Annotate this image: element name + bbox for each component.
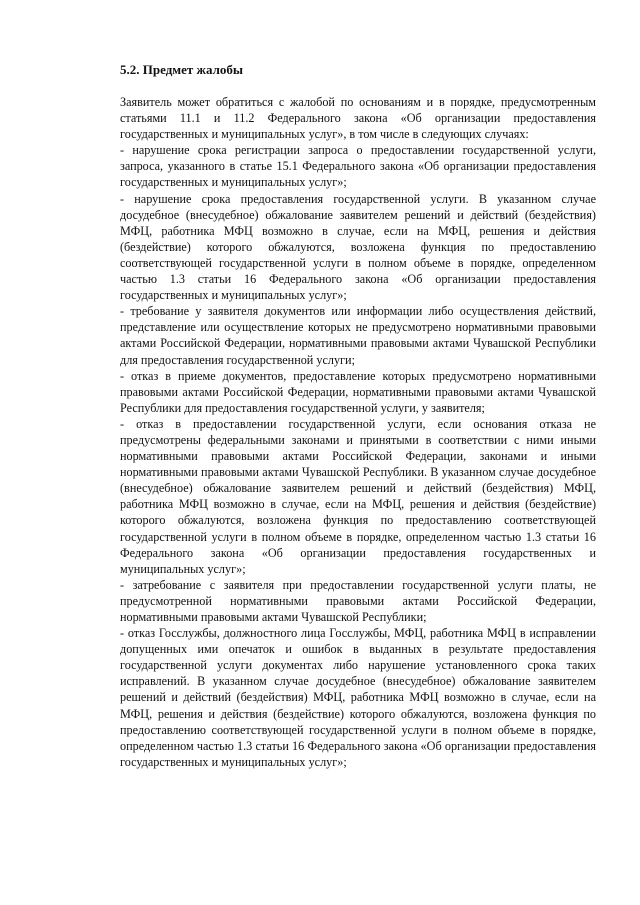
list-item-excess-documents: - требование у заявителя документов или информации либо осуществления действий, представление или осуществление которых не предусмотрено нормативными правовыми актами Российской Федерации, нормативными правовыми актами Чувашской Республики для предоставления государственной услуги; bbox=[120, 304, 596, 367]
list-item-service-deadline: - нарушение срока предоставления государственной услуги. В указанном случае досудебное (внесудебное) обжалование заявителем решений и действий (бездействия) МФЦ, работника МФЦ возможно в случае, если на МФЦ, решения и действия (бездействие) которого обжалуются, возложена функция по предоставлению соответствующей государственной услуги в полном объеме в порядке, определенном частью 1.3 статьи 16 Федерального закона «Об организации предоставления государственных и муниципальных услуг»; bbox=[120, 191, 596, 303]
list-item-document-refusal: - отказ в приеме документов, предоставление которых предусмотрено нормативными правовыми актами Российской Федерации, нормативными правовыми актами Чувашской Республики для предоставления государственной услуги, у заявителя; bbox=[120, 368, 596, 415]
list-item-unlawful-fee: - затребование с заявителя при предоставлении государственной услуги платы, не предусмотренной нормативными правовыми актами Российской Федерации, нормативными правовыми актами Чувашской Республики; bbox=[120, 577, 596, 624]
document-page bbox=[120, 62, 596, 770]
list-item-correction-refusal: - отказ Госслужбы, должностного лица Госслужбы, МФЦ, работника МФЦ в исправлении допущенных ими опечаток и ошибок в выданных в результате предоставления государственной услуги документах либо нарушение установленного срока таких исправлений. В указанном случае досудебное (внесудебное) обжалование заявителем решений и действий (бездействия) МФЦ, работника МФЦ возможно в случае, если на МФЦ, решения и действия (бездействие) которого обжалуются, возложена функция по предоставлению соответствующей государственной услуги в полном объеме в порядке, определенном частью 1.3 статьи 16 Федерального закона «Об организации предоставления государственных и муниципальных услуг»; bbox=[120, 626, 596, 769]
list-item-registration-deadline: - нарушение срока регистрации запроса о предоставлении государственной услуги, запроса, указанного в статье 15.1 Федерального закона «Об организации предоставления государственных и муниципальных услуг»; bbox=[120, 143, 596, 190]
list-item-service-refusal: - отказ в предоставлении государственной услуги, если основания отказа не предусмотрены федеральными законами и принятыми в соответствии с ними иными нормативными правовыми актами Российской Федерации, законами и иными нормативными правовыми актами Чувашской Республики. В указанном случае досудебное (внесудебное) обжалование заявителем решений и действий (бездействия) МФЦ, работника МФЦ возможно в случае, если на МФЦ, решения и действия (бездействие) которого обжалуются, возложена функция по предоставлению соответствующей государственной услуги в полном объеме в порядке, определенном частью 1.3 статьи 16 Федерального закона «Об организации предоставления государственных и муниципальных услуг»; bbox=[120, 416, 596, 576]
intro-paragraph: Заявитель может обратиться с жалобой по основаниям и в порядке, предусмотренным статьями 11.1 и 11.2 Федерального закона «Об организации предоставления государственных и муниципальных услуг», в том числе в следующих случаях: bbox=[120, 95, 596, 142]
section-title: 5.2. Предмет жалобы bbox=[120, 62, 244, 77]
